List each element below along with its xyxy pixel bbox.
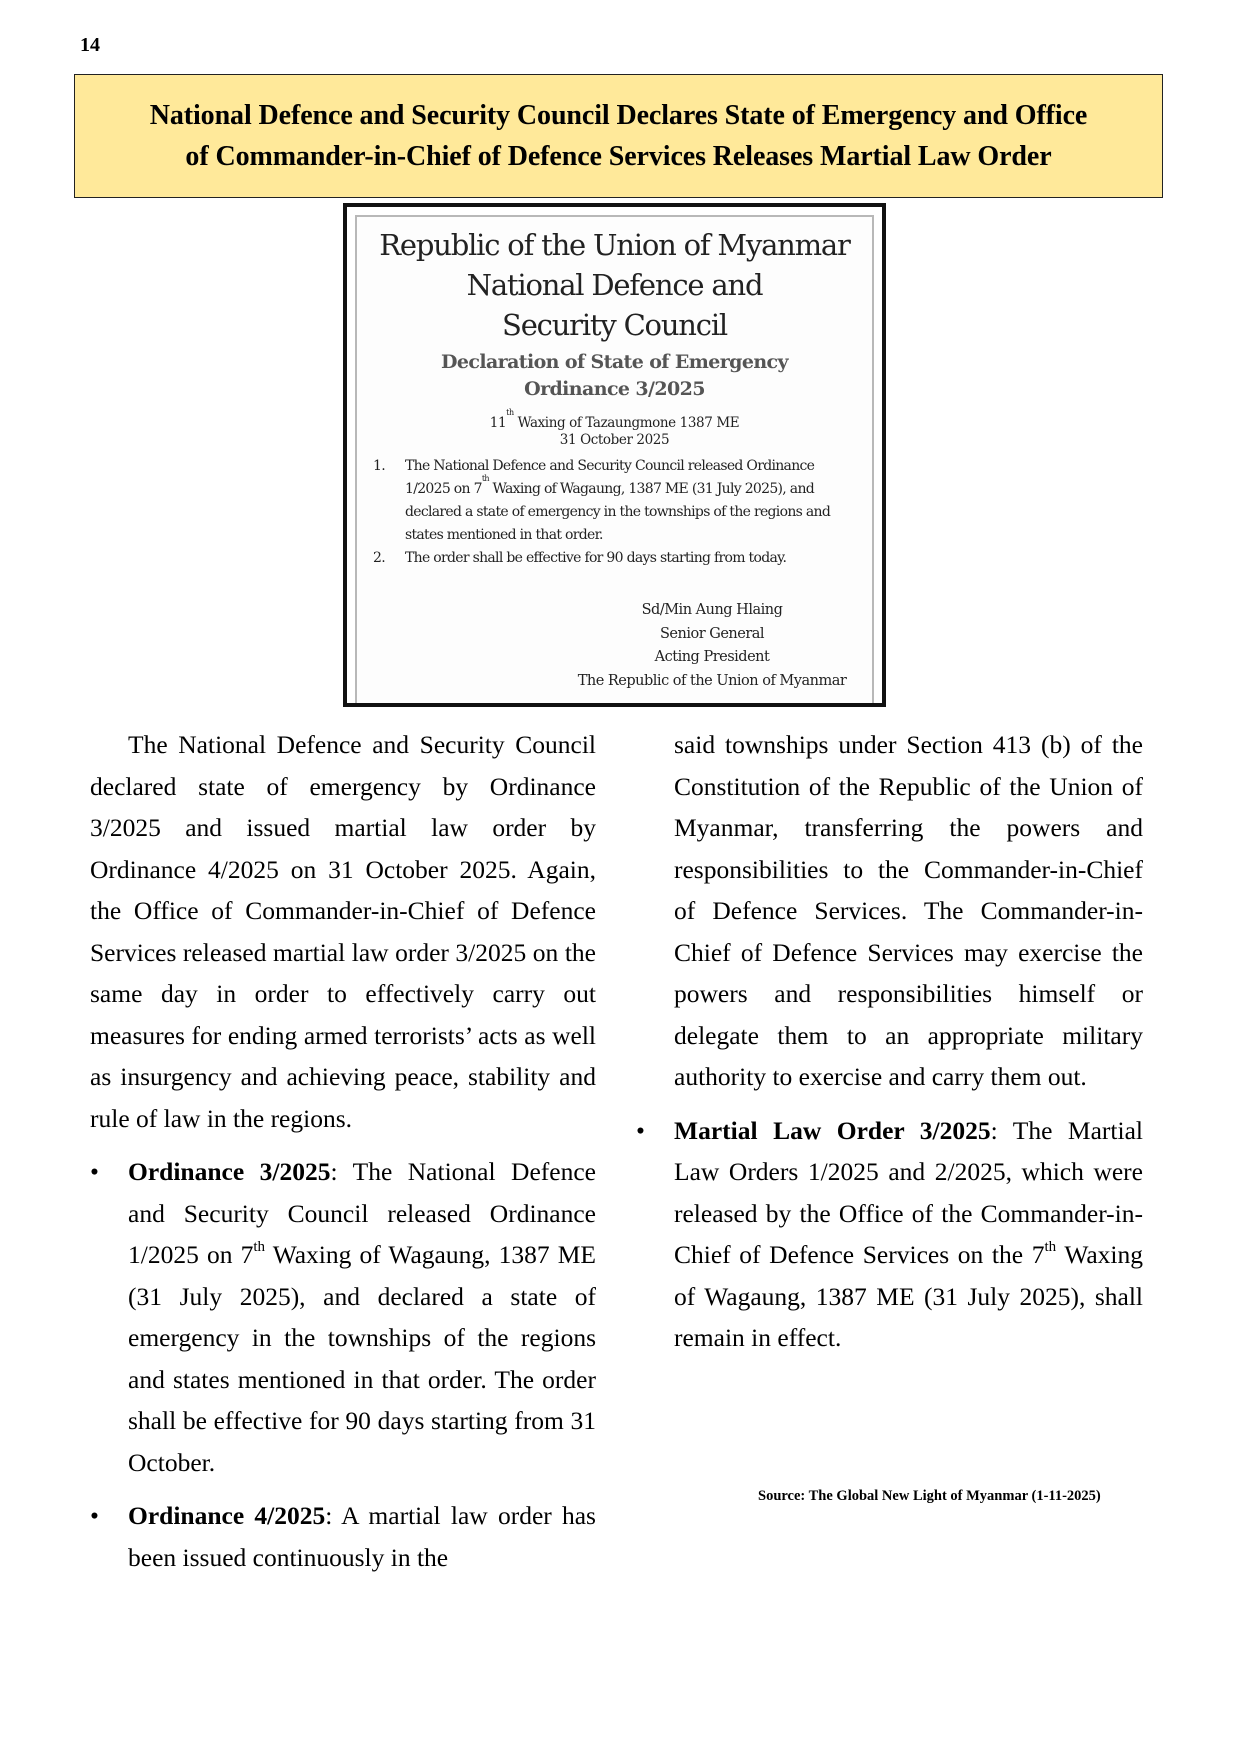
bullet-ordinance-3: • Ordinance 3/2025: The National Defence and Security Council released Ordinance 1/2025 on 7th Waxing of Wagaung, 1387 ME (31 July 2025), and declared a state of emergency in the townships of the regions and states mentioned in that order. The order shall be effective for 90 days starting from 31 October.	[90, 1151, 596, 1483]
body-column-right	[636, 724, 1143, 1359]
signature-line: Acting President	[654, 649, 770, 665]
bullet-label: Ordinance 3/2025	[128, 1157, 331, 1186]
declaration-notice-image	[343, 203, 886, 707]
bullet-icon: •	[90, 1157, 99, 1186]
notice-date	[357, 408, 872, 449]
notice-items	[357, 455, 872, 570]
signature-line: Senior General	[659, 625, 765, 642]
bullet-label: Martial Law Order 3/2025	[674, 1115, 991, 1145]
myanmar-date: 11th Waxing of Tazaungmone 1387 ME	[489, 408, 740, 431]
bullet-icon: •	[636, 1115, 645, 1145]
org-line: National Defence and	[466, 268, 763, 302]
article-title	[150, 95, 1088, 177]
bullet-ordinance-4: • Ordinance 4/2025: A martial law order has been issued continuously in the	[90, 1495, 596, 1578]
intro-paragraph: The National Defence and Security Council declared state of emergency by Ordinance 3/2025 and issued martial law order by Ordinance 4/2025 on 31 October 2025. Again, the Office of Commander-in-Chief of Defence Services released martial law order 3/2025 on the same day in order to effectively carry out measures for ending armed terrorists’ acts as well as insurgency and achieving peace, stability and rule of law in the regions.	[90, 730, 596, 1133]
notice-signature	[537, 599, 887, 693]
ordinance-number: Ordinance 3/2025	[524, 378, 705, 400]
notice-inner-border	[355, 215, 874, 703]
org-line: Republic of the Union of Myanmar	[379, 228, 850, 262]
notice-item: 2. The order shall be effective for 90 days starting from today.	[373, 550, 787, 566]
notice-item: 1. The National Defence and Security Council released Ordinance 1/2025 on 7th Waxing of Wagaung, 1387 ME (31 July 2025), and declared a state of emergency in the townships of the regions and states mentioned in that order.	[373, 458, 831, 543]
notice-organization	[357, 225, 872, 345]
body-column-left	[90, 724, 596, 1578]
article-title-box	[74, 74, 1163, 198]
notice-declaration-heading	[357, 349, 872, 403]
title-line-2: of Commander-in-Chief of Defence Services Releases Martial Law Order	[185, 141, 1052, 172]
title-line-1: National Defence and Security Council Declares State of Emergency and Office	[149, 100, 1088, 131]
page-number: 14	[80, 34, 100, 56]
signature-line: The Republic of the Union of Myanmar	[577, 672, 847, 689]
declaration-title: Declaration of State of Emergency	[441, 351, 788, 373]
bullet-martial-law-order-3: • Martial Law Order 3/2025: The Martial Law Orders 1/2025 and 2/2025, which were released by the Office of the Commander-in-Chief of Defence Services on the 7th Waxing of Wagaung, 1387 ME (31 July 2025), shall remain in effect.	[636, 1110, 1143, 1359]
ordinance-4-continuation: said townships under Section 413 (b) of the Constitution of the Republic of the Union of Myanmar, transferring the powers and responsibilities to the Commander-in-Chief of Defence Services. The Commander-in-Chief of Defence Services may exercise the powers and responsibilities himself or delegate them to an appropriate military authority to exercise and carry them out.	[674, 730, 1143, 1091]
org-line: Security Council	[502, 308, 727, 342]
bullet-label: Ordinance 4/2025	[128, 1501, 326, 1530]
signature-line: Sd/Min Aung Hlaing	[641, 602, 783, 618]
gregorian-date: 31 October 2025	[559, 432, 670, 448]
source-citation: Source: The Global New Light of Myanmar (1-11-2025)	[758, 1488, 1101, 1504]
bullet-icon: •	[90, 1501, 99, 1530]
